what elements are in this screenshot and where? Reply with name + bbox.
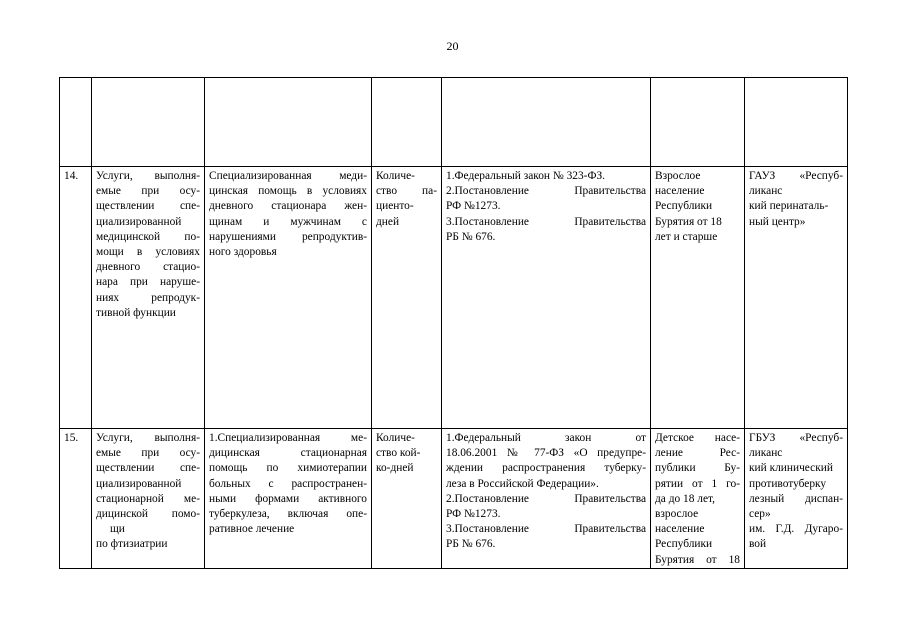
volume-unit: Количе- ство кой- ко-дней bbox=[372, 429, 442, 569]
cell-legal-basis bbox=[442, 78, 651, 167]
target-population: Детское насе- ление Рес- публики Бу- рятии от 1 го- да до 18 лет, взрослое население Республики Бурятия от 18 bbox=[651, 429, 745, 569]
row-number: 15. bbox=[60, 429, 92, 569]
cell-organization bbox=[745, 78, 848, 167]
table-row-blank bbox=[60, 78, 848, 167]
care-type: 1.Специализированная ме- дицинская стационарная помощь по химиотерапии больных с распространен- ными формами активного туберкулеза, включая опе- ративное лечение bbox=[205, 429, 372, 569]
cell-population bbox=[651, 78, 745, 167]
cell-unit bbox=[372, 78, 442, 167]
organization: ГАУЗ «Респуб- ликанс кий перинаталь- ный центр» bbox=[745, 167, 848, 429]
row-number: 14. bbox=[60, 167, 92, 429]
services-table bbox=[59, 77, 848, 569]
page-number: 20 bbox=[446, 39, 459, 53]
care-type: Специализированная меди- цинская помощь в условиях дневного стационара жен- щинам и мужчинам с нарушениями репродуктив- ного здоровья bbox=[205, 167, 372, 429]
cell-service bbox=[92, 78, 205, 167]
volume-unit: Количе- ство па- циенто- дней bbox=[372, 167, 442, 429]
cell-care-type bbox=[205, 78, 372, 167]
legal-basis: 1.Федеральный закон от 18.06.2001 № 77-ФЗ «О предупре- ждении распространения туберку- леза в Российской Федерации». 2.Постановление Правительства РФ №1273. 3.Постановление Правительства РБ № 676. bbox=[442, 429, 651, 569]
organization: ГБУЗ «Респуб- ликанс кий клинический противотуберку лезный диспан- сер» им. Г.Д. Дугаро- вой bbox=[745, 429, 848, 569]
target-population: Взрослое население Республики Бурятия от 18 лет и старше bbox=[651, 167, 745, 429]
table-row-14 bbox=[60, 167, 848, 429]
table-row-15 bbox=[60, 429, 848, 569]
legal-basis: 1.Федеральный закон № 323-ФЗ. 2.Постановление Правительства РФ №1273. 3.Постановление Правительства РБ № 676. bbox=[442, 167, 651, 429]
service-description: Услуги, выполня- емые при осу- ществлении спе- циализированной стационарной ме- дицинской помо- щи по фтизиатрии bbox=[92, 429, 205, 569]
cell-num bbox=[60, 78, 92, 167]
service-description: Услуги, выполня- емые при осу- ществлении спе- циализированной медицинской по- мощи в условиях дневного стацио- нара при наруше- ниях репродук- тивной функции bbox=[92, 167, 205, 429]
